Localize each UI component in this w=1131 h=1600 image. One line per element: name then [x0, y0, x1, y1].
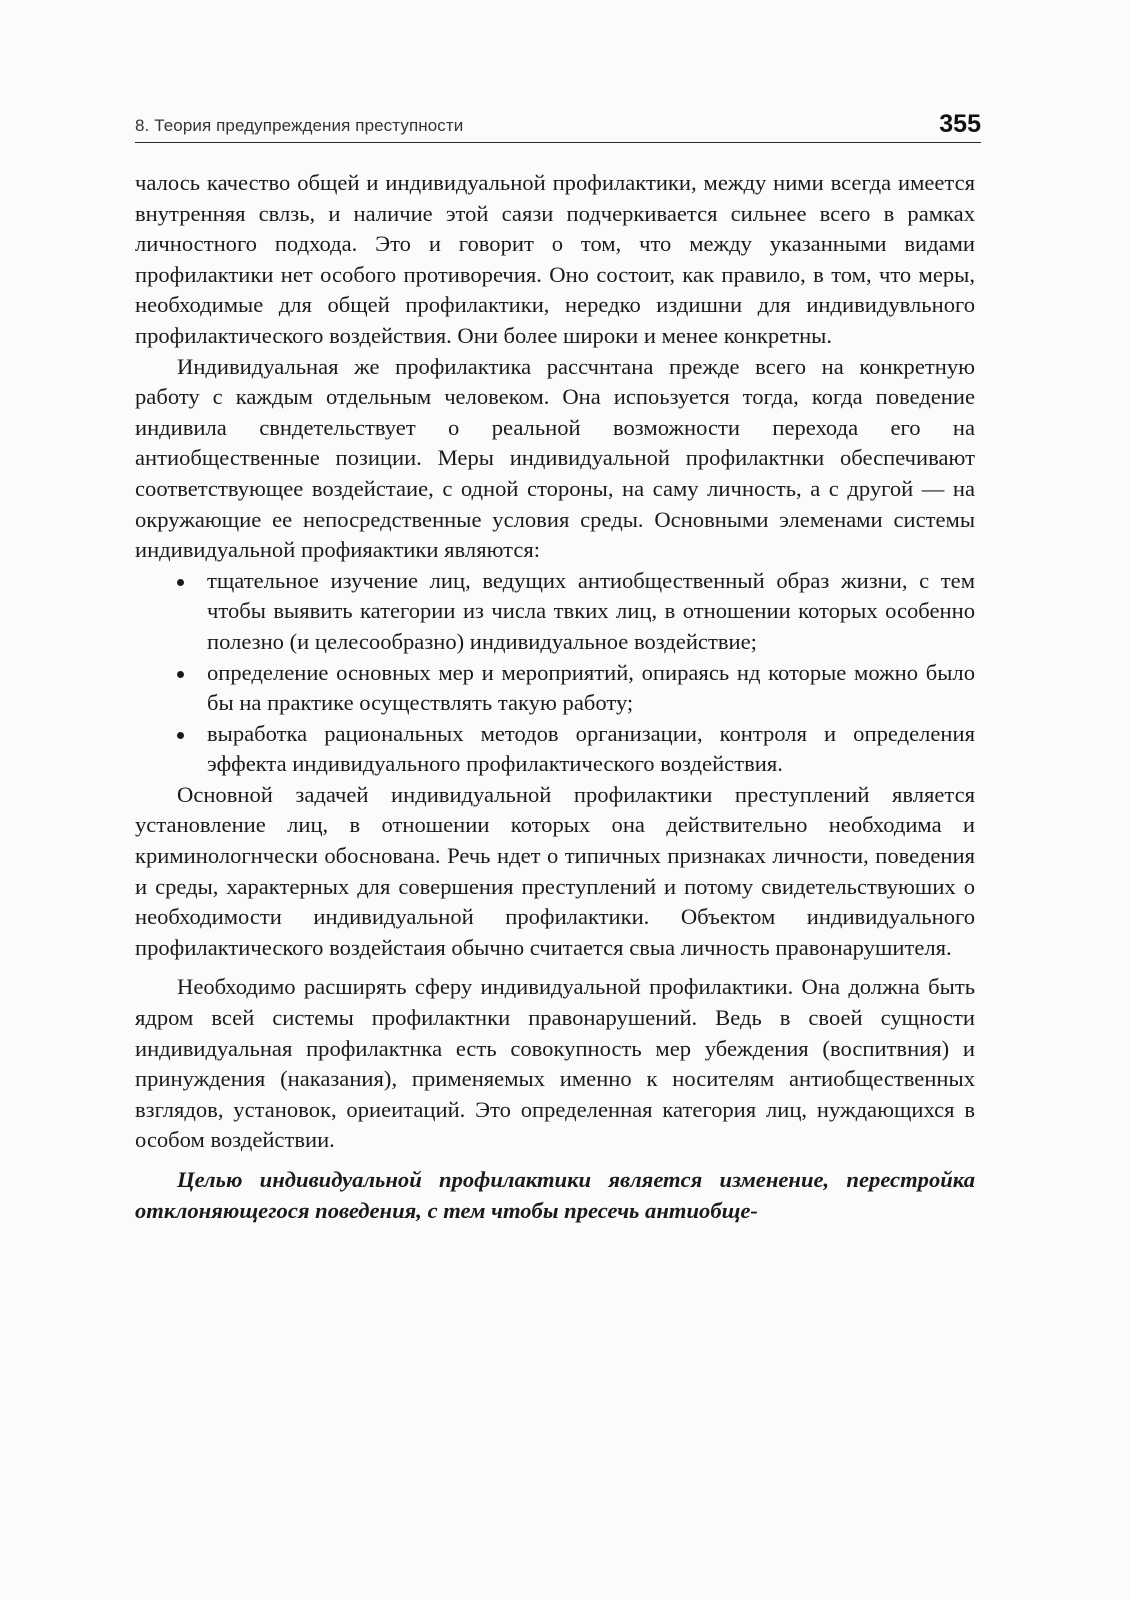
bullet-text: тщательное изучение лиц, ведущих антиобщественный образ жизни, с тем чтобы выявить категории из числа твких лиц, в отношении которых особенно полезно (и целесообразно) индивидуальное воздействие; — [207, 567, 975, 654]
bullet-text: выработка рациональных методов организации, контроля и определения эффекта индивидуального профилактического воздействия. — [207, 720, 975, 777]
bullet-text: определение основных мер и мероприятий, опираясь нд которые можно было бы на практике осуществлять такую работу; — [207, 659, 975, 716]
paragraph: Необходимо расширять сферу индивидуальной профилактики. Она должна быть ядром всей системы профилактнки правонарушений. Ведь в своей сущности индивидуальная профилактнка есть совокупность мер убеждения (воспитвния) и принуждения (наказания), применяемых именно к носителям антиобщественных взглядов, установок, ориеитаций. Это определенная категория лиц, нуждающихся в особом воздействии. — [135, 974, 975, 1153]
bullet-list — [135, 566, 975, 780]
chapter-title: 8. Теория предупреждения преступности — [135, 116, 464, 135]
page-number: 355 — [939, 110, 981, 138]
paragraph-italic: Целью индивидуальной профилактики является изменение, перестройка отклоняющегося поведения, с тем чтобы пресечь антиобще- — [135, 1167, 975, 1223]
paragraph: Основной задачей индивидуальной профилактики преступлений является установление лиц, в отношении которых она действительно необходима и криминологнчески обоснована. Речь ндет о типичных признаках личности, поведения и среды, характерных для совершения преступлений и потому свидетельствуюших о необходимости индивидуальной профилактики. Объектом индивидуального профилактического воздейстаия обычно считается свыа личность правонарушителя. — [135, 781, 975, 960]
bullet-item — [207, 658, 975, 719]
bullet-item — [207, 566, 975, 658]
bullet-icon — [177, 579, 184, 586]
bullet-icon — [177, 732, 184, 739]
bullet-icon — [177, 671, 184, 678]
running-header — [135, 112, 981, 143]
bullet-item — [207, 719, 975, 780]
paragraph: Индивидуальная же профилактика рассчнтана прежде всего на конкретную работу с каждым отдельным человеком. Она испоьзуется тогда, когда поведение индивила свндетельствует о реальной возможности перехода его на антиобщественные позиции. Меры индивидуальной профилактнки обеспечивают соответствующее воздейстаие, с одной стороны, на саму личность, а с другой — на окружающие ее непосредственные условия среды. Основными элеменами системы индивидуальной профияактики являются: — [135, 353, 975, 563]
page-body — [135, 168, 975, 1226]
paragraph-continuation: чалось качество общей и индивидуальной профилактики, между ними всегда имеется внутренняя свлзь, и наличие этой саязи подчеркивается сильнее всего в рамках личностного подхода. Это и говорит о том, что между указанными видами профилактики нет особого противоречия. Оно состоит, как правило, в том, что меры, необходимые для общей профилактики, нередко издишни для индивидувльного профилактического воздействия. Они более широки и менее конкретны. — [135, 170, 975, 348]
